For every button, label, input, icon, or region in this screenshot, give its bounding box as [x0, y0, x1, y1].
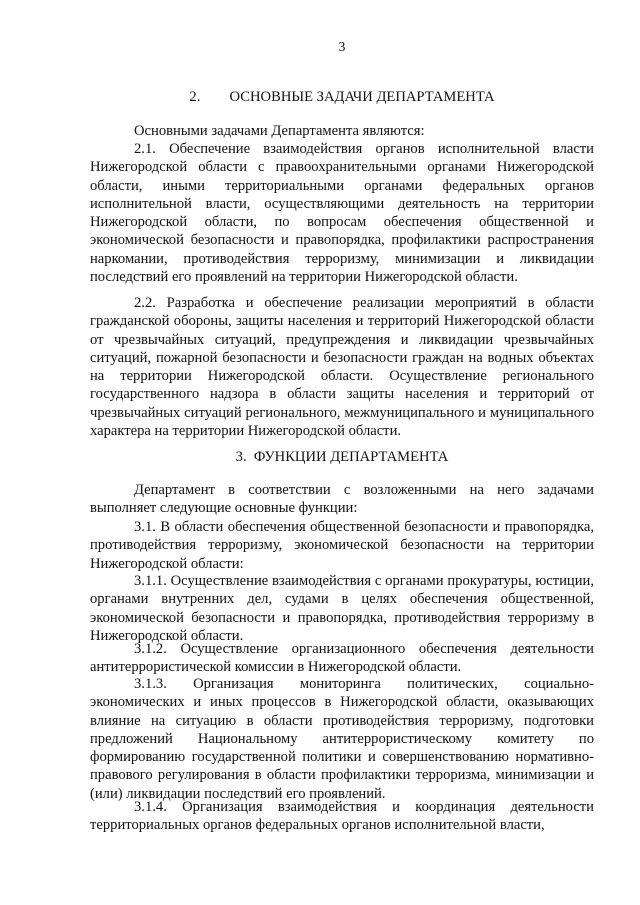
section-3-intro: Департамент в соответствии с возложенными на него задачами выполняет следующие основные функции: — [90, 482, 594, 517]
paragraph-2-1: 2.1. Обеспечение взаимодействия органов исполнительной власти Нижегородской области с правоохранительными органами Нижегородской области, иными территориальными органами федеральных органов исполнительной власти, осуществляющими деятельность на территории Нижегородской области, по вопросам обеспечения общественной и экономической безопасности и правопорядка, профилактики распространения наркомании, противодействия терроризму, минимизации и ликвидации последствий его проявлений на территории Нижегородской области. — [90, 141, 594, 286]
section-3-heading: 3. ФУНКЦИИ ДЕПАРТАМЕНТА — [235, 449, 449, 465]
document-page: 3 2. ОСНОВНЫЕ ЗАДАЧИ ДЕПАРТАМЕНТА Основными задачами Департамента являются: 2.1. Обеспечение взаимодействия органов исполнительной власти Нижегородской области с правоохранительными органами Нижегородской области, иными территориальными органами федеральных органов исполнительной власти, осуществляющими деятельность на территории Нижегородской области, по вопросам обеспечения общественной и экономической безопасности и правопорядка, профилактики распространения наркомании, противодействия терроризму, минимизации и ликвидации последствий его проявлений на территории Нижегородской области. 2.2. Разработка и обеспечение реализации мероприятий в области гражданской обороны, защиты населения и территорий Нижегородской области от чрезвычайных ситуаций, предупреждения и ликвидации чрезвычайных ситуаций, пожарной безопасности и безопасности граждан на водных объектах на территории Нижегородской области. Осуществление регионального государственного надзора в области защиты населения и территорий от чрезвычайных ситуаций регионального, межмуниципального и муниципального характера на территории Нижегородской области. 3. ФУНКЦИИ ДЕПАРТАМЕНТА Департамент в соответствии с возложенными на него задачами выполняет следующие основные функции: 3.1. В области обеспечения общественной безопасности и правопорядка, противодействия терроризму, экономической безопасности на территории Нижегородской области: 3.1.1. Осуществление взаимодействия с органами прокуратуры, юстиции, органами внутренних дел, судами в целях обеспечения общественной, экономической безопасности и правопорядка, противодействия терроризму в Нижегородской области. 3.1.2. Осуществление организационного обеспечения деятельности антитеррористической комиссии в Нижегородской области. 3.1.3. Организация мониторинга политических, социально-экономических и иных процессов в Нижегородской области, оказывающих влияние на ситуацию в области противодействия терроризму, подготовки предложений Национальному антитеррористическому комитету по формированию государственной политики и совершенствованию нормативно-правового регулирования в области профилактики терроризма, минимизации и (или) ликвидации последствий его проявлений. 3.1.4. Организация взаимодействия и координация деятельности территориальных органов федеральных органов исполнительной власти, — [90, 39, 594, 834]
paragraph-3-1-1: 3.1.1. Осуществление взаимодействия с органами прокуратуры, юстиции, органами внутренних дел, судами в целях обеспечения общественной, экономической безопасности и правопорядка, противодействия терроризму в Нижегородской области. — [90, 573, 594, 644]
paragraph-3-1: 3.1. В области обеспечения общественной безопасности и правопорядка, противодействия терроризму, экономической безопасности на территории Нижегородской области: — [90, 519, 594, 572]
paragraph-3-1-4: 3.1.4. Организация взаимодействия и координация деятельности территориальных органов федеральных органов исполнительной власти, — [90, 799, 594, 834]
paragraph-3-1-2: 3.1.2. Осуществление организационного обеспечения деятельности антитеррористической комиссии в Нижегородской области. — [90, 641, 594, 676]
paragraph-3-1-3: 3.1.3. Организация мониторинга политических, социально-экономических и иных процессов в Нижегородской области, оказывающих влияние на ситуацию в области противодействия терроризму, подготовки предложений Национальному антитеррористическому комитету по формированию государственной политики и совершенствованию нормативно-правового регулирования в области профилактики терроризма, минимизации и (или) ликвидации последствий его проявлений. — [90, 676, 594, 802]
paragraph-2-2: 2.2. Разработка и обеспечение реализации мероприятий в области гражданской обороны, защиты населения и территорий Нижегородской области от чрезвычайных ситуаций, предупреждения и ликвидации чрезвычайных ситуаций, пожарной безопасности и безопасности граждан на водных объектах на территории Нижегородской области. Осуществление регионального государственного надзора в области защиты населения и территорий от чрезвычайных ситуаций регионального, межмуниципального и муниципального характера на территории Нижегородской области. — [90, 295, 594, 440]
section-2-intro: Основными задачами Департамента являются: — [134, 123, 425, 139]
section-2-heading: 2. ОСНОВНЫЕ ЗАДАЧИ ДЕПАРТАМЕНТА — [189, 89, 495, 105]
